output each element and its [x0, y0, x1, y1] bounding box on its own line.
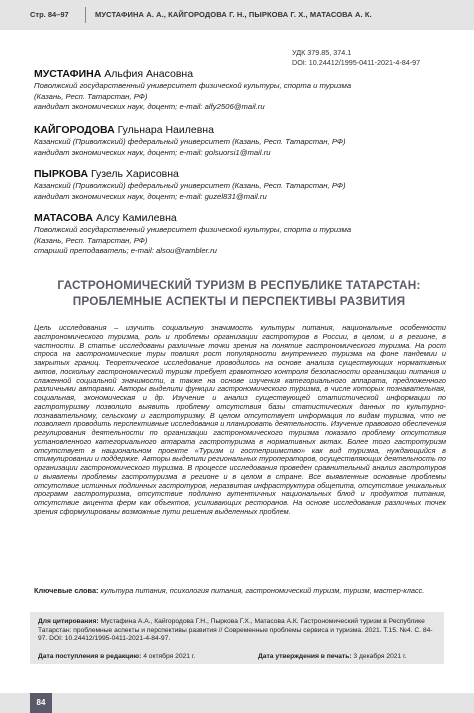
author-block — [34, 168, 444, 202]
keywords-label: Ключевые слова: — [34, 586, 99, 595]
author-given-name: Альфия Анасовна — [104, 68, 194, 80]
author-surname: МАТАСОВА — [34, 212, 94, 224]
received-date — [38, 653, 195, 660]
page-footer — [0, 693, 474, 713]
approved-label: Дата утверждения в печать: — [258, 653, 352, 660]
citation-label: Для цитирования: — [38, 618, 99, 625]
citation-box — [30, 612, 444, 664]
author-given-name: Гульнара Наилевна — [117, 124, 214, 136]
page-number: 84 — [30, 693, 52, 713]
author-block — [34, 124, 444, 158]
title-line: ГАСТРОНОМИЧЕСКИЙ ТУРИЗМ В РЕСПУБЛИКЕ ТАТАРСТАН: — [57, 278, 421, 292]
citation — [38, 618, 438, 644]
author-location: (Казань, Респ. Татарстан, РФ) — [34, 91, 148, 101]
citation-text: Мустафина А.А., Кайгородова Г.Н., Пыркова Г.Х., Матасова А.К. Гастрономический туризм в Республике Татарстан: проблемные аспекты и перспективы развития // Современные проблемы сервиса и туризма. 2021. Т.15. №4. С. 84-97. DOI: 10.24412/1995-0411-2021-4-84-97. — [38, 618, 433, 643]
author-surname: КАЙГОРОДОВА — [34, 124, 115, 136]
received-label: Дата поступления в редакцию: — [38, 653, 142, 660]
author-position: кандидат экономических наук, доцент; e-mail: guzel831@mail.ru — [34, 191, 267, 201]
author-surname: ПЫРКОВА — [34, 168, 89, 180]
author-affiliation: Поволжский государственный университет физической культуры, спорта и туризма — [34, 225, 352, 234]
running-header — [0, 0, 474, 30]
author-affiliation: Казанский (Приволжский) федеральный университет (Казань, Респ. Татарстан, РФ) — [34, 181, 346, 190]
author-position: старший преподаватель; e-mail: alsou@rambler.ru — [34, 246, 217, 256]
author-surname: МУСТАФИНА — [34, 68, 102, 80]
author-position: кандидат экономических наук, доцент; e-mail: alfy2506@mail.ru — [34, 102, 265, 112]
author-given-name: Гузель Харисовна — [90, 168, 179, 180]
author-name — [34, 212, 444, 225]
approved-date — [258, 653, 407, 660]
author-name — [34, 168, 444, 181]
article-identifiers — [292, 48, 444, 68]
author-affiliation: Поволжский государственный университет физической культуры, спорта и туризма — [34, 81, 352, 90]
author-location: (Казань, Респ. Татарстан, РФ) — [34, 235, 148, 245]
approved-value: 3 декабря 2021 г. — [353, 653, 407, 660]
author-name — [34, 124, 444, 137]
author-position: кандидат экономических наук, доцент; e-mail: golsuorsi1@mail.ru — [34, 147, 271, 157]
author-given-name: Алсу Камилевна — [95, 212, 177, 224]
article-title — [34, 277, 444, 309]
author-block — [34, 68, 444, 113]
author-name — [34, 68, 444, 81]
page-range: Стр. 84–97 — [30, 10, 69, 19]
keywords-text: культура питания, психология питания, гастрономический туризм, туризм, мастер-класс. — [100, 586, 425, 595]
abstract-text: Цель исследования – изучить социальную значимость культуры питания, национальные особенности гастрономического туризма, роль и проблемы организации гастротуров в России, в целом, и в регионе, в частности. В статье исследованы различные точки зрения на понятие гастрономического туризма. На рост спроса на гастрономические туры повлиял рост популярности внутреннего туризма на фоне пандемии и закрытых границ. Теоретическое исследование проводилось на основе анализа существующих нормативных актов, поскольку гастрономический туризм требует грамотного контроля безопасности организации питания и слаженной социальной значимости, а также на основе изучения категориального аппарата, предложенного различными авторами. Авторы выделили функции гастрономического туризма, в числе которых познавательная, социальная, экономическая и др. Изучение и анализ существующей статистической информации по гастротуризму позволило выявить проблему отсутствия базы статистических данных по культурно-познавательному, сельскому и гастротуризму. В целом отсутствует информация по видам туризма, что не позволяет проводить перспективные исследования и планировать деятельность. Изучение правового обеспечения регулирования деятельности по организации гастрономического туризма показало проблему отсутствия установленного категориального аппарата гастротуризма в нормативных актах. Более того гастротуризм отсутствует в национальном проекте «Туризм и гостеприимство» как вид туризма, нуждающийся в стимулировании и поддержке. Авторы выделили региональных туроператоров, осуществляющих деятельность по организации гастрономического туризма. В процессе исследования проведен сравнительный анализ гастротуров и выявлены проблемы гастротуризма в регионе и в целом в стране. Все выявленные основные проблемы отсутствие истинных подлинных гастротуров, неразвитая инфраструктура общепита, отсутствие уникальных программ гастротуризма, отсутствие подлинно аутентичных национальных блюд и продуктов питания, отсутствие акцента ферм как объектов, усиливающих ресторанов. На основе исследования различных точек зрения сформулированы возможные пути решения выделенных проблем. — [34, 323, 446, 516]
doi: DOI: 10.24412/1995-0411-2021-4-84-97 — [292, 58, 421, 68]
header-divider — [85, 7, 86, 23]
author-block — [34, 212, 444, 257]
author-affiliation: Казанский (Приволжский) федеральный университет (Казань, Респ. Татарстан, РФ) — [34, 137, 346, 146]
publication-dates — [38, 653, 438, 660]
running-authors: МУСТАФИНА А. А., КАЙГОРОДОВА Г. Н., ПЫРКОВА Г. Х., МАТАСОВА А. К. — [95, 10, 372, 19]
udc-code: УДК 379.85, 374.1 — [292, 48, 352, 57]
title-line: ПРОБЛЕМНЫЕ АСПЕКТЫ И ПЕРСПЕКТИВЫ РАЗВИТИЯ — [72, 294, 406, 308]
received-value: 4 октября 2021 г. — [143, 653, 196, 660]
keywords — [34, 586, 446, 595]
